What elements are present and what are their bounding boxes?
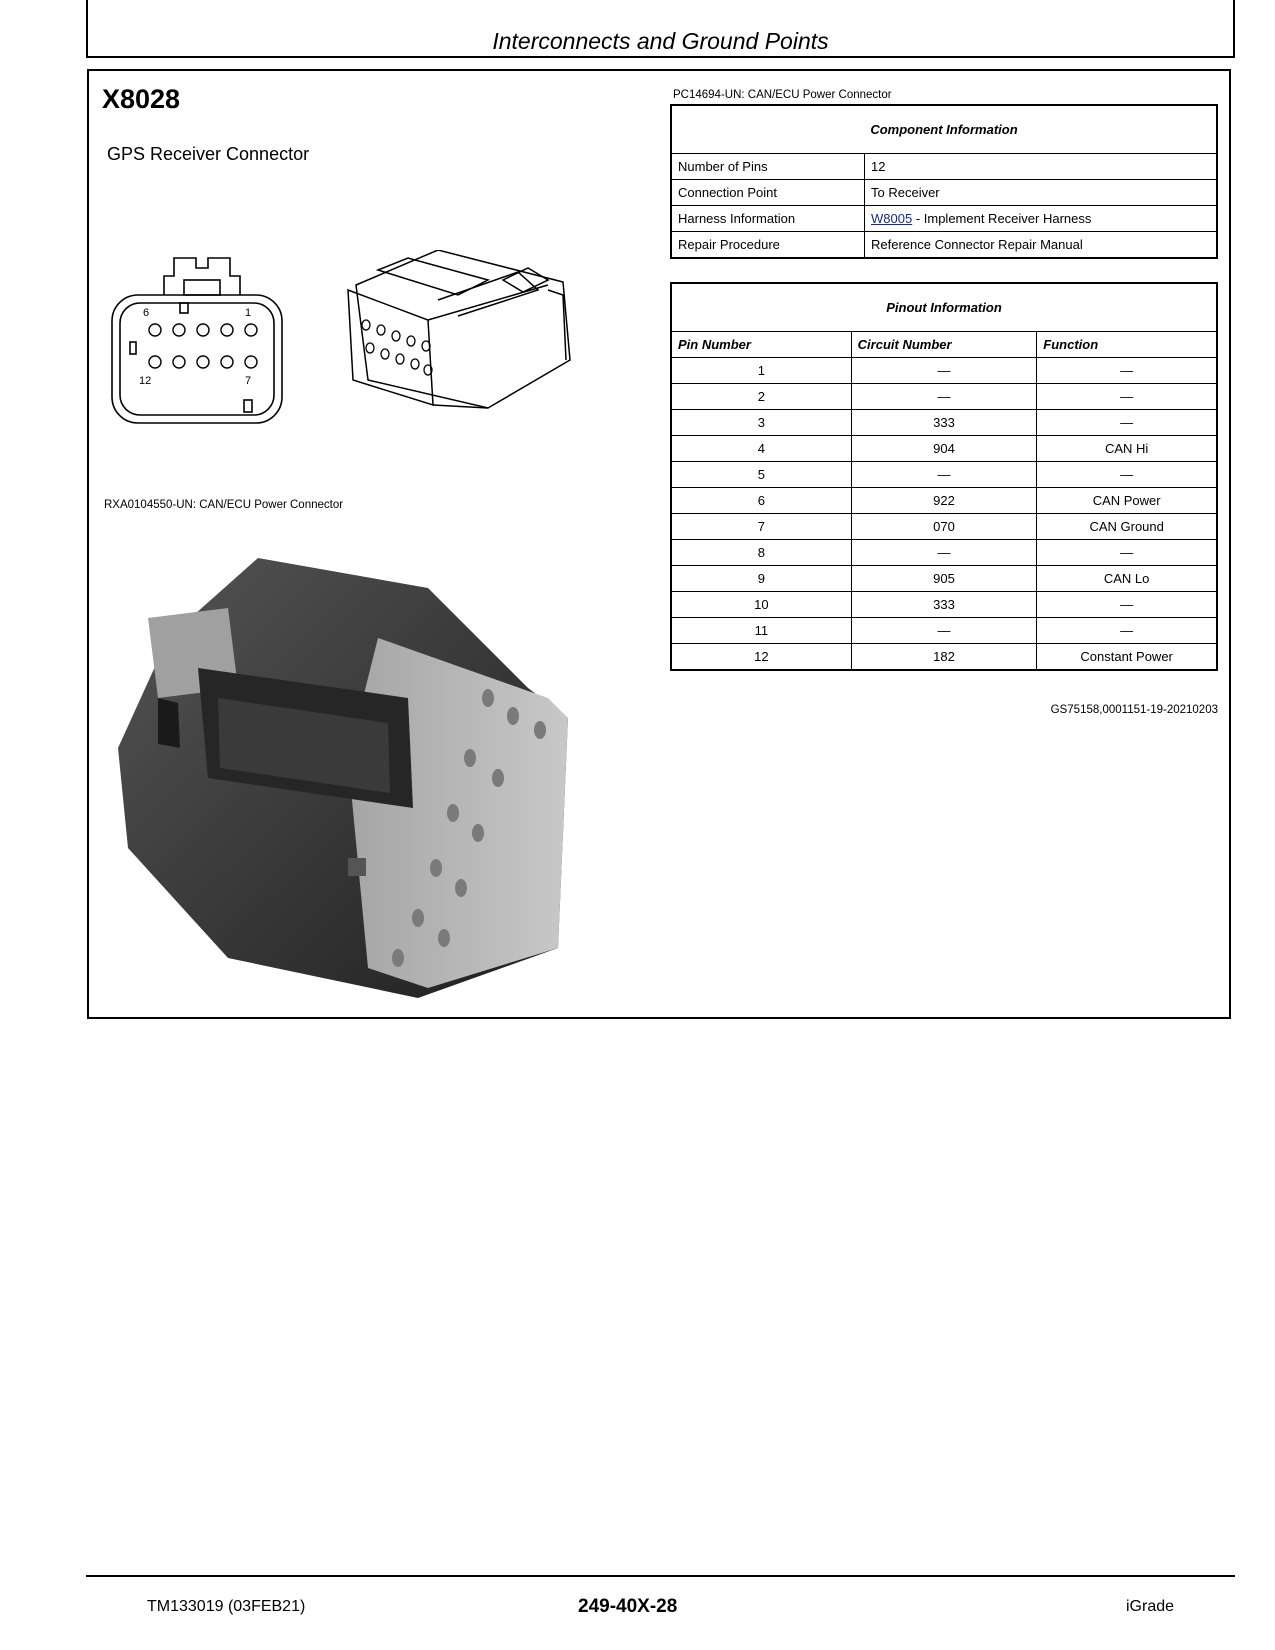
pin-label-7: 7 [245,375,252,387]
pinout-cell: 333 [851,592,1037,618]
component-info-table [670,104,1218,259]
table-row [671,384,1217,410]
pinout-cell: — [851,462,1037,488]
pinout-info-title: Pinout Information [671,283,1217,332]
pinout-cell: 4 [671,436,851,462]
pinout-cell: — [851,358,1037,384]
pinout-info-table [670,282,1218,671]
document-reference: GS75158,0001151-19-20210203 [1050,704,1218,716]
pinout-cell: 2 [671,384,851,410]
pinout-cell: — [851,384,1037,410]
connector-name: GPS Receiver Connector [107,144,310,164]
harness-link[interactable]: W8005 [871,211,913,226]
pinout-cell: 333 [851,410,1037,436]
table-row [671,410,1217,436]
pinout-cell: 182 [851,644,1037,671]
table-row [671,592,1217,618]
pinout-cell: 9 [671,566,851,592]
pinout-cell: — [1037,410,1217,436]
photo-caption: RXA0104550-UN: CAN/ECU Power Connector [104,499,344,511]
pinout-cell: — [1037,358,1217,384]
table-row [671,644,1217,671]
pinout-cell: — [851,540,1037,566]
pinout-cell: CAN Power [1037,488,1217,514]
table-row: Connection Point To Receiver [671,180,1217,206]
connector-photo [108,548,588,1003]
connector-latch [164,258,240,295]
table-row [671,540,1217,566]
pinout-cell: 3 [671,410,851,436]
pinout-cell: — [851,618,1037,644]
pinout-cell: 10 [671,592,851,618]
pin-cavities [149,324,257,368]
connector-id: X8028 [102,84,181,114]
pinout-cell: 6 [671,488,851,514]
pinout-cell: 070 [851,514,1037,540]
pinout-cell: Constant Power [1037,644,1217,671]
pinout-cell: 904 [851,436,1037,462]
header-rule [86,56,1235,58]
footer-rule [86,1575,1235,1577]
table-row [671,462,1217,488]
table-row: Harness Information W8005 - Implement Receiver Harness [671,206,1217,232]
pinout-cell: CAN Hi [1037,436,1217,462]
pinout-cell: 8 [671,540,851,566]
footer-manual-id: TM133019 (03FEB21) [147,1598,306,1615]
connector-isometric [348,250,570,408]
pinout-cell: 11 [671,618,851,644]
connector-face-inner [120,303,274,415]
pinout-cell: 5 [671,462,851,488]
pinout-cell: — [1037,618,1217,644]
pinout-cell: CAN Lo [1037,566,1217,592]
pin-label-12: 12 [139,375,152,387]
pin-label-6: 6 [143,307,150,319]
table-row [671,436,1217,462]
pinout-cell: — [1037,540,1217,566]
table-row [671,514,1217,540]
pinout-cell: — [1037,384,1217,410]
table-row [671,618,1217,644]
section-title: Interconnects and Ground Points [492,28,829,54]
table-caption: PC14694-UN: CAN/ECU Power Connector [673,89,892,101]
pinout-cell: 1 [671,358,851,384]
table-row [671,358,1217,384]
footer-product: iGrade [1126,1598,1175,1615]
pinout-cell: 905 [851,566,1037,592]
table-row: Repair Procedure Reference Connector Repair Manual [671,232,1217,259]
pinout-cell: — [1037,462,1217,488]
pinout-cell: CAN Ground [1037,514,1217,540]
table-row: Number of Pins 12 [671,154,1217,180]
pinout-cell: — [1037,592,1217,618]
footer-page-number: 249-40X-28 [578,1596,678,1617]
pinout-cell: 12 [671,644,851,671]
table-row [671,488,1217,514]
pinout-header-row: Pin Number Circuit Number Function [671,332,1217,358]
pin-label-1: 1 [245,307,252,319]
pinout-cell: 922 [851,488,1037,514]
table-row [671,566,1217,592]
pinout-cell: 7 [671,514,851,540]
component-info-title: Component Information [671,105,1217,154]
connector-line-art [108,250,588,435]
